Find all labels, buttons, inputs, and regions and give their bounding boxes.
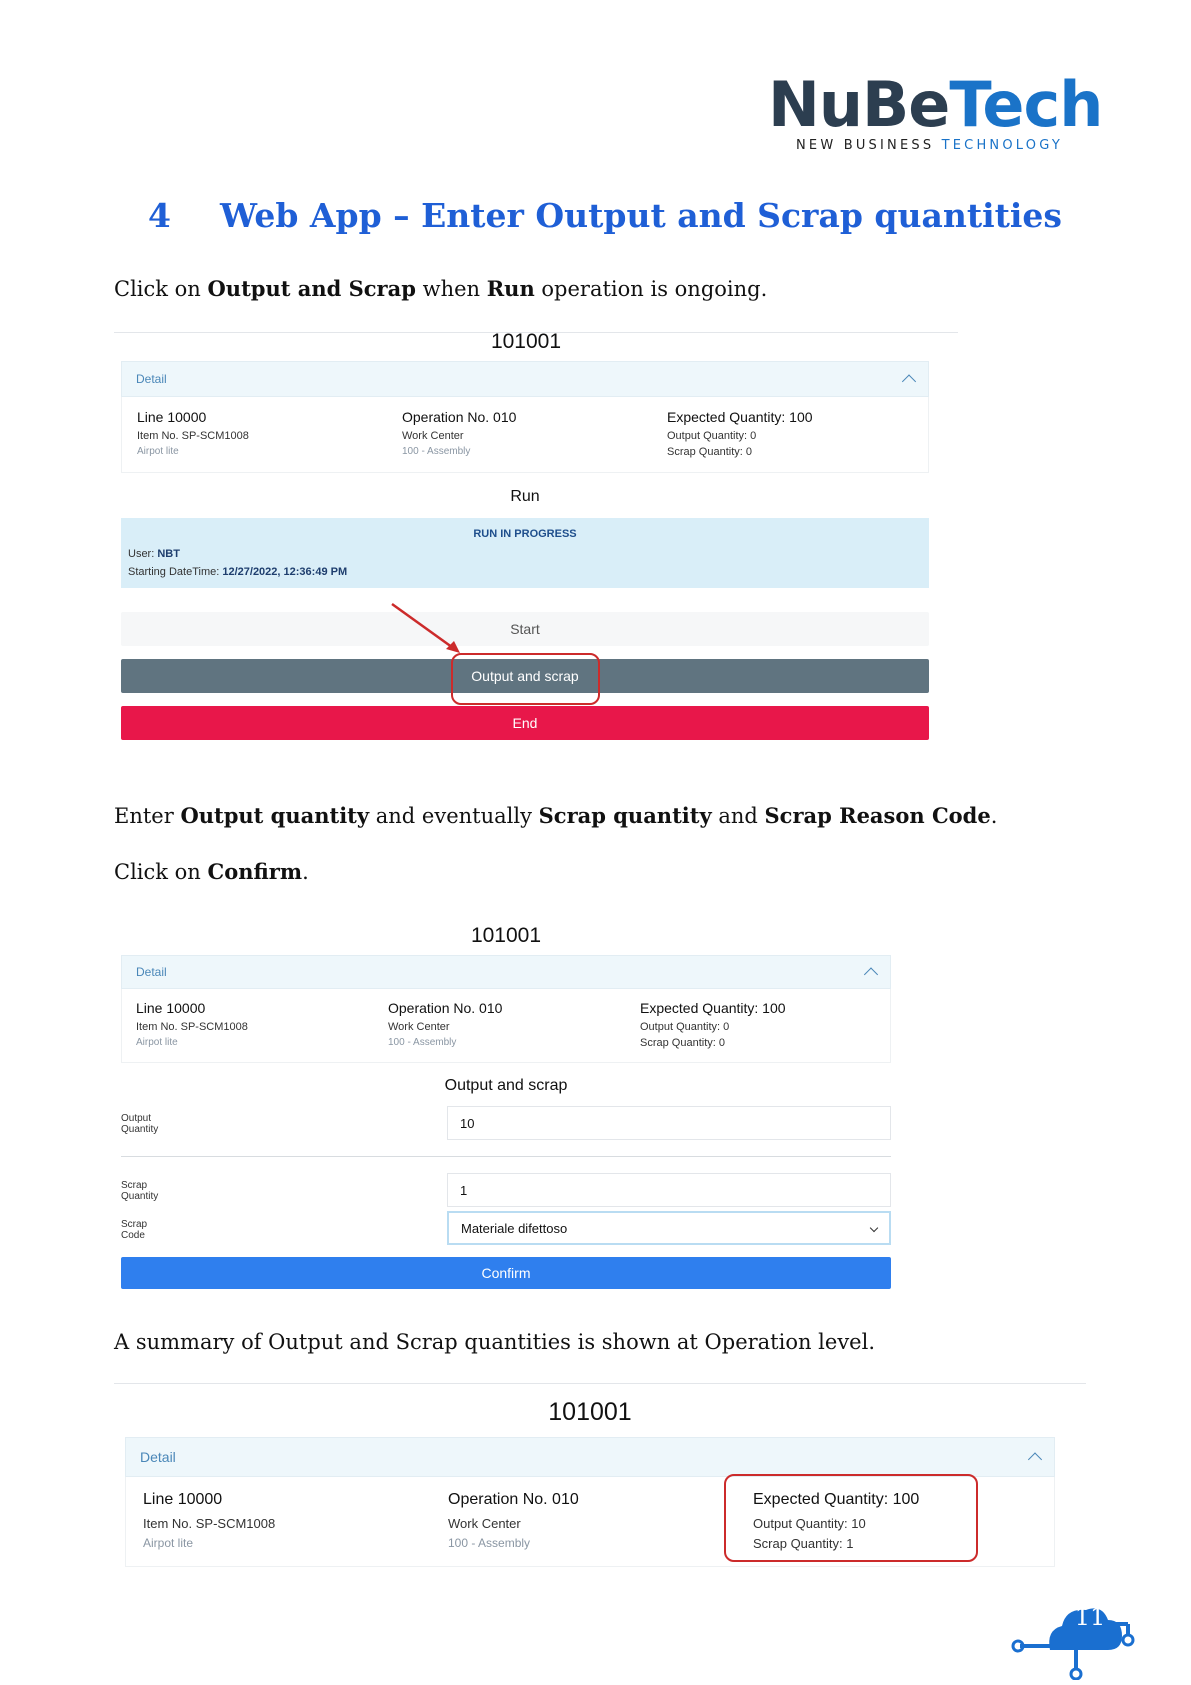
- end-button[interactable]: End: [121, 706, 929, 740]
- output-quantity: Output Quantity: 0: [640, 1021, 730, 1033]
- detail-header[interactable]: Detail: [125, 1437, 1055, 1477]
- expected-quantity: Expected Quantity: 100: [667, 409, 813, 425]
- operation-number: Operation No. 010: [388, 1000, 503, 1016]
- run-status: RUN IN PROGRESS: [473, 528, 577, 540]
- item-description: Airpot lite: [143, 1536, 194, 1550]
- detail-body: [121, 397, 929, 473]
- page-number: 11: [1074, 1603, 1106, 1631]
- output-quantity-label: Output Quantity: [121, 1113, 159, 1135]
- chevron-up-icon[interactable]: [864, 967, 878, 981]
- work-center-label: Work Center: [402, 430, 464, 442]
- scrap-code-label: Scrap Code: [121, 1219, 148, 1241]
- output-quantity: Output Quantity: 10: [753, 1516, 866, 1531]
- instruction-paragraph-2: Enter Output quantity and eventually Scrap quantity and Scrap Reason Code.: [114, 803, 998, 828]
- scrap-code-select[interactable]: [447, 1211, 891, 1245]
- run-start-datetime: Starting DateTime: 12/27/2022, 12:36:49 PM: [128, 566, 348, 578]
- heading-title: Web App – Enter Output and Scrap quantities: [220, 196, 1062, 235]
- scrap-quantity-label: Scrap Quantity: [121, 1180, 159, 1202]
- line-label: Line 10000: [136, 1000, 206, 1016]
- output-quantity-input[interactable]: 10: [447, 1106, 891, 1140]
- work-center-value: 100 - Assembly: [388, 1037, 457, 1048]
- output-quantity: Output Quantity: 0: [667, 430, 757, 442]
- logo-word-part2: Tech: [949, 68, 1103, 141]
- output-section-title: Output and scrap: [444, 1077, 568, 1094]
- expected-quantity: Expected Quantity: 100: [640, 1000, 786, 1016]
- item-description: Airpot lite: [137, 446, 179, 457]
- detail-header[interactable]: Detail: [121, 955, 891, 989]
- confirm-button[interactable]: Confirm: [121, 1257, 891, 1289]
- operation-number: Operation No. 010: [402, 409, 517, 425]
- instruction-paragraph-4: A summary of Output and Scrap quantities is shown at Operation level.: [114, 1330, 876, 1354]
- chevron-up-icon[interactable]: [902, 374, 916, 388]
- run-status-box: [121, 518, 929, 588]
- scrap-quantity-input[interactable]: 1: [447, 1173, 891, 1207]
- item-number: Item No. SP-SCM1008: [136, 1021, 248, 1033]
- scrap-quantity: Scrap Quantity: 0: [667, 446, 752, 458]
- item-description: Airpot lite: [136, 1037, 178, 1048]
- line-label: Line 10000: [143, 1491, 223, 1508]
- logo-word-part1: NuBe: [768, 68, 950, 141]
- scrap-quantity: Scrap Quantity: 1: [753, 1536, 854, 1551]
- operation-number: Operation No. 010: [448, 1491, 579, 1508]
- chevron-down-icon[interactable]: [870, 1224, 878, 1232]
- page-number-badge: [1010, 1590, 1140, 1680]
- detail-header[interactable]: Detail: [121, 361, 929, 397]
- run-section-title: Run: [510, 488, 540, 505]
- nubetech-logo: [768, 68, 1103, 154]
- arrow-annotation-icon: [388, 600, 464, 656]
- order-title: 101001: [470, 924, 542, 947]
- scrap-quantity: Scrap Quantity: 0: [640, 1037, 725, 1049]
- work-center-value: 100 - Assembly: [448, 1536, 531, 1550]
- order-title: 101001: [490, 330, 562, 353]
- work-center-label: Work Center: [448, 1516, 521, 1531]
- highlight-output-button: [451, 653, 600, 705]
- divider: [121, 1156, 891, 1157]
- heading-number: 4: [148, 196, 171, 235]
- item-number: Item No. SP-SCM1008: [143, 1516, 276, 1531]
- item-number: Item No. SP-SCM1008: [137, 430, 249, 442]
- expected-quantity: Expected Quantity: 100: [753, 1491, 920, 1508]
- scrap-code-value: Materiale difettoso: [461, 1220, 568, 1236]
- highlight-quantities: [724, 1474, 978, 1562]
- instruction-paragraph-1: Click on Output and Scrap when Run operation is ongoing.: [114, 276, 768, 301]
- section-heading: [148, 196, 1062, 235]
- instruction-paragraph-3: Click on Confirm.: [114, 859, 309, 884]
- chevron-up-icon[interactable]: [1028, 1452, 1042, 1466]
- detail-body: [121, 989, 891, 1063]
- line-label: Line 10000: [137, 409, 207, 425]
- order-title: 101001: [548, 1398, 632, 1426]
- start-button[interactable]: Start: [121, 612, 929, 646]
- work-center-label: Work Center: [388, 1021, 450, 1033]
- logo-tagline-part1: NEW BUSINESS: [796, 138, 942, 153]
- work-center-value: 100 - Assembly: [402, 446, 471, 457]
- run-user: User: NBT: [128, 548, 180, 560]
- logo-tagline-part2: TECHNOLOGY: [941, 138, 1063, 153]
- divider: [114, 1383, 1086, 1384]
- output-and-scrap-button[interactable]: Output and scrap: [121, 659, 929, 693]
